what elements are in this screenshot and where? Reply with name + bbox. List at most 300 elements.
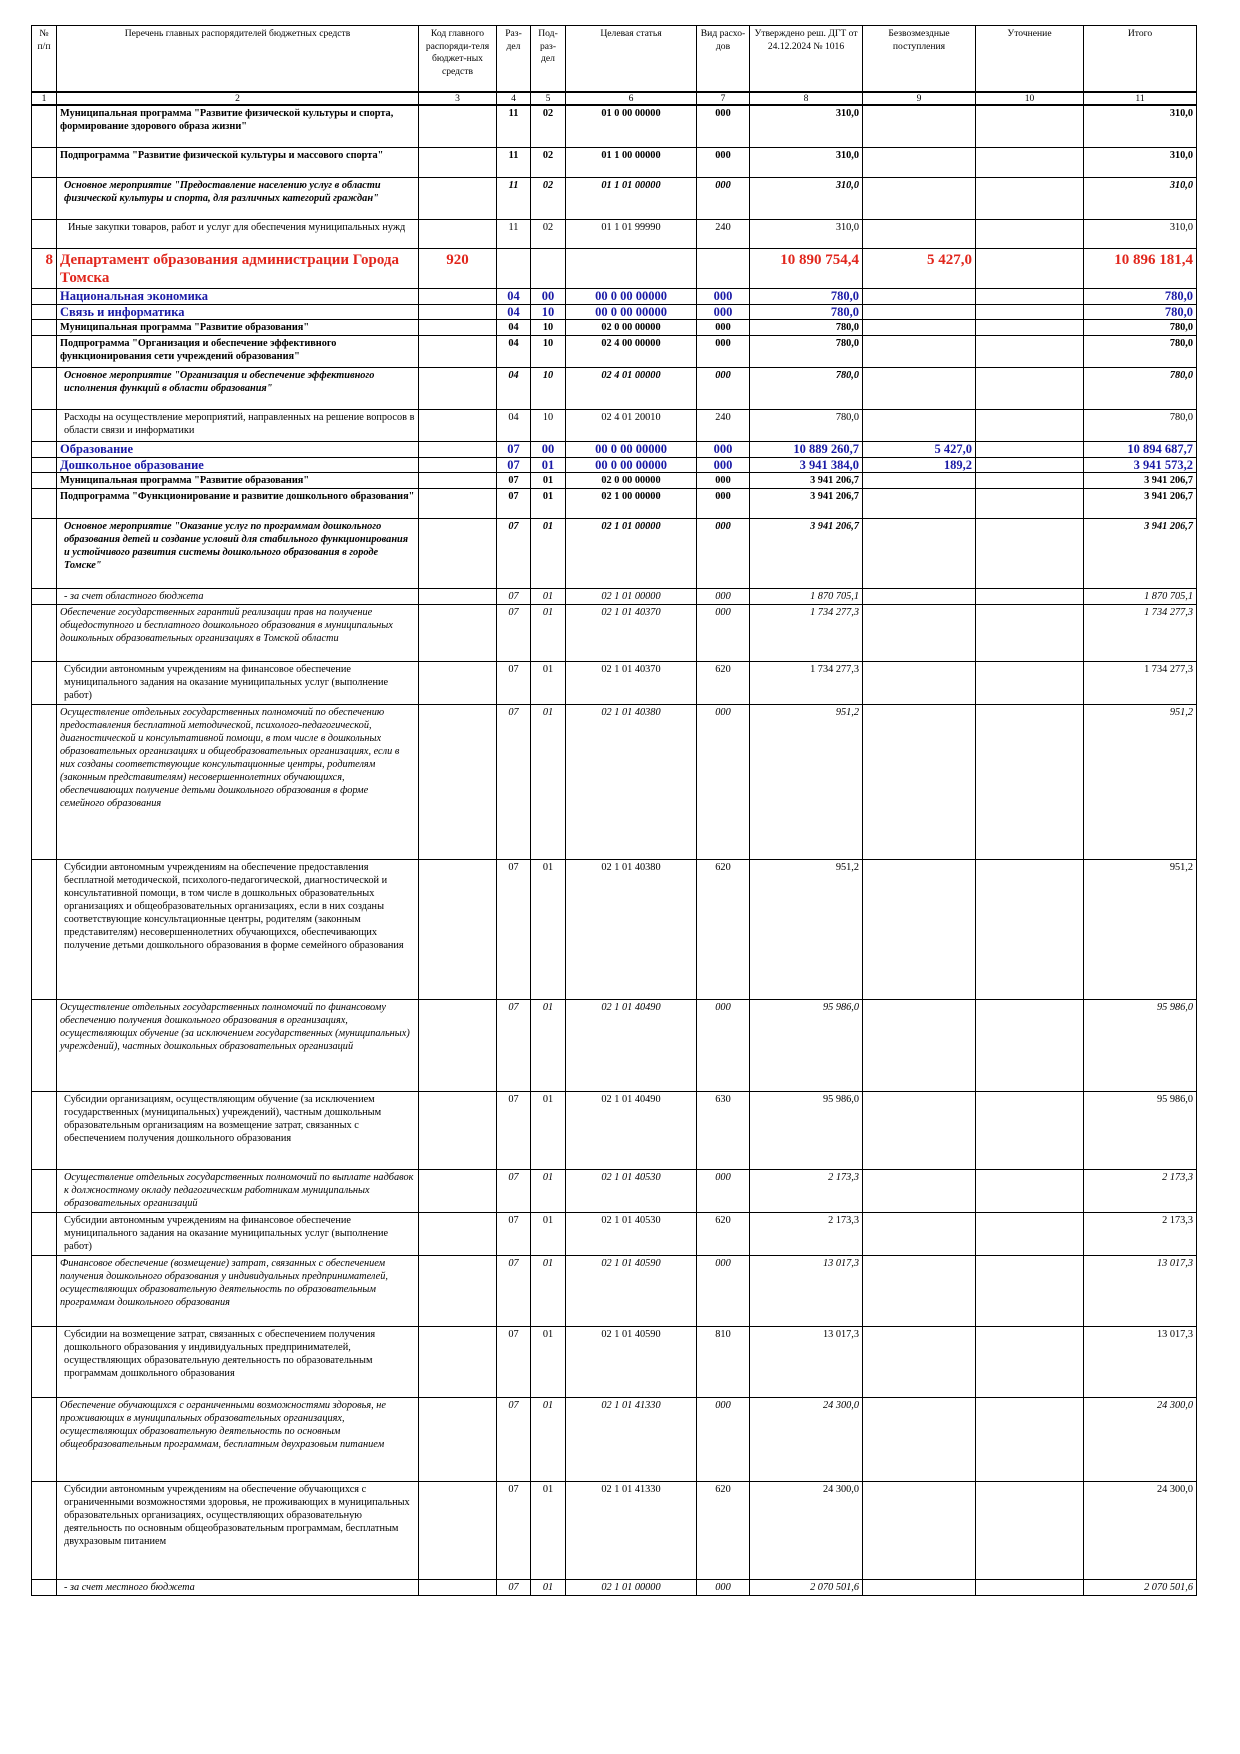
item-name-text: Субсидии автономным учреждениям на финансовое обеспечение муниципального задания на оказание муниципальных услуг (выполнение работ) [64,1214,389,1252]
item-name-text: Осуществление отдельных государственных полномочий по финансовому обеспечению получения дошкольного образования в организациях, осуществляющих обучение (за исключением государственных (муниципальных) учреждений), частных дошкольных образовательных организаций [60,1001,410,1052]
cell-adjustment [976,661,1084,704]
table-row [32,1255,1197,1326]
cell-subsection: 01 [531,488,566,518]
cell-total: 13 017,3 [1084,1326,1197,1397]
cell-row-number [32,367,57,409]
column-number-row [32,92,1197,105]
cell-target-article: 02 4 01 00000 [566,367,697,409]
cell-expense-type: 620 [697,1212,750,1255]
item-name-text: Подпрограмма "Функционирование и развитие дошкольного образования" [60,490,415,502]
cell-total: 3 941 573,2 [1084,457,1197,472]
cell-row-number [32,105,57,147]
cell-chief-code [419,588,497,604]
column-number: 2 [57,92,419,105]
cell-section: 04 [497,288,531,304]
header-cell: Утверждено реш. ДГТ от 24.12.2024 № 1016 [750,26,863,93]
cell-chief-code [419,1397,497,1481]
cell-row-number [32,704,57,859]
cell-item-name [57,1091,419,1169]
item-name-text: Осуществление отдельных государственных полномочий по обеспечению предоставления бесплатной методической, психолого-педагогической, диагностической и консультативной помощи, в том числе в дошкольных образовательных организациях и общеобразовательных организациях, если в них созданы соответствующие консультационные центры, родителям (законным представителям) несовершеннолетних обучающихся, обеспечивающих получение детьми дошкольного образования в форме семейного образования [60,706,400,809]
cell-adjustment [976,1579,1084,1595]
cell-item-name [57,661,419,704]
cell-expense-type: 000 [697,367,750,409]
cell-approved-amount: 3 941 206,7 [750,488,863,518]
cell-section: 11 [497,219,531,248]
cell-item-name [57,219,419,248]
cell-item-name [57,1397,419,1481]
cell-total: 310,0 [1084,177,1197,219]
cell-row-number [32,1212,57,1255]
item-name-text: Муниципальная программа "Развитие физической культуры и спорта, формирование здорового образа жизни" [60,108,394,132]
cell-adjustment [976,604,1084,661]
item-name-text: Связь и информатика [60,304,185,319]
cell-subsection: 02 [531,147,566,177]
cell-section: 07 [497,859,531,999]
cell-target-article: 02 1 01 40530 [566,1169,697,1212]
item-name-text: - за счет областного бюджета [64,590,204,602]
cell-chief-code [419,177,497,219]
cell-chief-code [419,409,497,441]
cell-target-article: 02 1 01 00000 [566,1579,697,1595]
cell-chief-code [419,488,497,518]
cell-expense-type: 000 [697,518,750,588]
table-row [32,367,1197,409]
cell-chief-code [419,105,497,147]
table-row [32,177,1197,219]
cell-section: 11 [497,147,531,177]
cell-chief-code [419,1091,497,1169]
cell-gratuitous-receipts [863,518,976,588]
cell-total: 3 941 206,7 [1084,472,1197,488]
cell-item-name [57,248,419,288]
cell-row-number [32,1255,57,1326]
table-row [32,335,1197,367]
cell-approved-amount: 24 300,0 [750,1481,863,1579]
cell-target-article: 02 1 01 00000 [566,518,697,588]
cell-subsection: 10 [531,335,566,367]
cell-gratuitous-receipts [863,1169,976,1212]
cell-section: 07 [497,518,531,588]
cell-subsection: 01 [531,1212,566,1255]
cell-item-name [57,105,419,147]
cell-subsection: 10 [531,409,566,441]
item-name-text: Департамент образования администрации Города Томска [60,251,399,286]
table-row [32,1579,1197,1595]
item-name-text: Субсидии автономным учреждениям на финансовое обеспечение муниципального задания на оказание муниципальных услуг (выполнение работ) [64,663,389,701]
column-number: 3 [419,92,497,105]
cell-chief-code [419,288,497,304]
cell-subsection: 01 [531,999,566,1091]
cell-item-name [57,367,419,409]
table-row [32,219,1197,248]
cell-expense-type: 620 [697,661,750,704]
cell-approved-amount: 1 734 277,3 [750,661,863,704]
cell-adjustment [976,1255,1084,1326]
cell-chief-code [419,859,497,999]
cell-row-number [32,304,57,319]
cell-approved-amount: 780,0 [750,409,863,441]
item-name-text: Национальная экономика [60,288,209,303]
cell-target-article: 01 1 01 00000 [566,177,697,219]
cell-expense-type: 000 [697,288,750,304]
cell-chief-code [419,472,497,488]
cell-target-article: 02 1 01 41330 [566,1481,697,1579]
cell-approved-amount: 95 986,0 [750,1091,863,1169]
cell-total: 780,0 [1084,335,1197,367]
cell-chief-code [419,319,497,335]
cell-item-name [57,335,419,367]
table-row [32,1326,1197,1397]
cell-total: 1 870 705,1 [1084,588,1197,604]
item-name-text: Дошкольное образование [60,457,204,472]
cell-adjustment [976,457,1084,472]
cell-expense-type: 000 [697,1579,750,1595]
cell-row-number [32,319,57,335]
cell-section: 04 [497,304,531,319]
cell-total: 310,0 [1084,219,1197,248]
cell-row-number [32,604,57,661]
cell-subsection: 01 [531,1579,566,1595]
cell-target-article: 02 1 01 40490 [566,999,697,1091]
cell-section: 04 [497,319,531,335]
column-number: 7 [697,92,750,105]
cell-approved-amount: 780,0 [750,367,863,409]
cell-section: 07 [497,1481,531,1579]
cell-adjustment [976,1169,1084,1212]
cell-target-article: 01 1 00 00000 [566,147,697,177]
cell-gratuitous-receipts: 189,2 [863,457,976,472]
cell-subsection: 01 [531,1255,566,1326]
cell-total: 10 894 687,7 [1084,441,1197,457]
cell-row-number [32,588,57,604]
cell-subsection: 01 [531,1397,566,1481]
cell-gratuitous-receipts [863,219,976,248]
cell-row-number [32,1091,57,1169]
cell-total: 1 734 277,3 [1084,604,1197,661]
item-name-text: Финансовое обеспечение (возмещение) затрат, связанных с обеспечением получения дошкольного образования у индивидуальных предпринимателей, осуществляющих образовательную деятельность по образовательным программам дошкольного образования [60,1257,388,1308]
cell-section: 11 [497,177,531,219]
table-row [32,105,1197,147]
cell-gratuitous-receipts [863,1397,976,1481]
cell-row-number [32,472,57,488]
cell-gratuitous-receipts [863,409,976,441]
table-row [32,147,1197,177]
cell-expense-type: 000 [697,1169,750,1212]
cell-item-name [57,409,419,441]
column-number: 5 [531,92,566,105]
cell-target-article: 01 0 00 00000 [566,105,697,147]
header-cell: Раз-дел [497,26,531,93]
cell-approved-amount: 310,0 [750,177,863,219]
cell-expense-type: 620 [697,1481,750,1579]
cell-expense-type: 000 [697,177,750,219]
cell-gratuitous-receipts [863,367,976,409]
cell-target-article: 02 1 01 40590 [566,1326,697,1397]
cell-target-article: 00 0 00 00000 [566,288,697,304]
cell-subsection: 01 [531,588,566,604]
cell-expense-type: 000 [697,488,750,518]
cell-total: 3 941 206,7 [1084,488,1197,518]
cell-total: 951,2 [1084,859,1197,999]
cell-approved-amount: 2 173,3 [750,1212,863,1255]
cell-approved-amount: 3 941 384,0 [750,457,863,472]
cell-adjustment [976,1481,1084,1579]
cell-adjustment [976,304,1084,319]
table-row [32,1397,1197,1481]
cell-approved-amount: 95 986,0 [750,999,863,1091]
cell-adjustment [976,219,1084,248]
cell-expense-type [697,248,750,288]
cell-approved-amount: 310,0 [750,105,863,147]
cell-adjustment [976,1091,1084,1169]
cell-total: 951,2 [1084,704,1197,859]
cell-expense-type: 000 [697,704,750,859]
cell-section: 07 [497,999,531,1091]
cell-item-name [57,488,419,518]
cell-row-number [32,1579,57,1595]
cell-section [497,248,531,288]
cell-total: 2 070 501,6 [1084,1579,1197,1595]
table-row [32,704,1197,859]
cell-adjustment [976,441,1084,457]
cell-adjustment [976,105,1084,147]
cell-item-name [57,1326,419,1397]
cell-gratuitous-receipts: 5 427,0 [863,248,976,288]
item-name-text: Обеспечение государственных гарантий реализации прав на получение общедоступного и бесплатного дошкольного образования в муниципальных дошкольных образовательных организациях в Томской области [60,606,393,644]
cell-section: 04 [497,409,531,441]
item-name-text: Основное мероприятие "Оказание услуг по программам дошкольного образования детей и создание условий для стабильного функционирования и устойчивого развития системы дошкольного образования в городе Томске" [64,520,409,571]
cell-gratuitous-receipts [863,319,976,335]
cell-chief-code [419,1579,497,1595]
cell-total: 3 941 206,7 [1084,518,1197,588]
cell-chief-code [419,999,497,1091]
cell-expense-type: 630 [697,1091,750,1169]
cell-row-number [32,488,57,518]
cell-chief-code [419,1481,497,1579]
cell-target-article: 02 1 01 00000 [566,588,697,604]
column-number: 10 [976,92,1084,105]
cell-item-name [57,518,419,588]
cell-approved-amount: 10 889 260,7 [750,441,863,457]
header-cell: Итого [1084,26,1197,93]
cell-target-article: 02 1 01 41330 [566,1397,697,1481]
cell-target-article: 02 1 01 40380 [566,859,697,999]
cell-approved-amount: 3 941 206,7 [750,472,863,488]
cell-item-name [57,1255,419,1326]
item-name-text: Муниципальная программа "Развитие образования" [60,474,310,486]
cell-approved-amount: 951,2 [750,859,863,999]
header-cell: Целевая статья [566,26,697,93]
cell-subsection: 10 [531,367,566,409]
cell-item-name [57,604,419,661]
cell-adjustment [976,177,1084,219]
cell-gratuitous-receipts [863,1091,976,1169]
cell-approved-amount: 13 017,3 [750,1255,863,1326]
cell-subsection: 02 [531,177,566,219]
cell-target-article: 02 0 00 00000 [566,319,697,335]
cell-target-article: 01 1 01 99990 [566,219,697,248]
cell-item-name [57,441,419,457]
cell-row-number [32,661,57,704]
cell-chief-code [419,1255,497,1326]
cell-chief-code [419,1212,497,1255]
cell-chief-code [419,219,497,248]
cell-approved-amount: 780,0 [750,335,863,367]
cell-target-article: 00 0 00 00000 [566,304,697,319]
table-row [32,1481,1197,1579]
header-cell: Перечень главных распорядителей бюджетных средств [57,26,419,93]
cell-total: 780,0 [1084,288,1197,304]
table-row [32,999,1197,1091]
cell-total: 780,0 [1084,409,1197,441]
column-number: 9 [863,92,976,105]
cell-subsection: 01 [531,1091,566,1169]
cell-gratuitous-receipts [863,335,976,367]
cell-adjustment [976,248,1084,288]
cell-chief-code [419,147,497,177]
cell-subsection: 01 [531,859,566,999]
column-number: 4 [497,92,531,105]
cell-chief-code [419,604,497,661]
cell-section: 04 [497,367,531,409]
cell-item-name [57,1481,419,1579]
cell-gratuitous-receipts [863,604,976,661]
cell-section: 07 [497,1255,531,1326]
cell-target-article: 02 1 01 40380 [566,704,697,859]
cell-section: 07 [497,1091,531,1169]
cell-total: 310,0 [1084,147,1197,177]
cell-subsection: 01 [531,1481,566,1579]
cell-approved-amount: 10 890 754,4 [750,248,863,288]
table-row [32,1169,1197,1212]
cell-row-number [32,1481,57,1579]
cell-total: 780,0 [1084,319,1197,335]
cell-subsection: 01 [531,1326,566,1397]
cell-target-article: 02 1 01 40590 [566,1255,697,1326]
cell-chief-code [419,304,497,319]
cell-row-number [32,1169,57,1212]
cell-row-number [32,859,57,999]
cell-adjustment [976,488,1084,518]
cell-approved-amount: 2 070 501,6 [750,1579,863,1595]
cell-section: 07 [497,704,531,859]
cell-chief-code [419,441,497,457]
cell-section: 07 [497,1326,531,1397]
cell-row-number [32,457,57,472]
cell-adjustment [976,1212,1084,1255]
header-cell: Код главного распоряди-теля бюджет-ных средств [419,26,497,93]
cell-chief-code [419,1169,497,1212]
cell-subsection: 02 [531,105,566,147]
cell-item-name [57,704,419,859]
cell-expense-type: 000 [697,1255,750,1326]
cell-row-number: 8 [32,248,57,288]
header-cell: Уточнение [976,26,1084,93]
cell-section: 07 [497,1397,531,1481]
cell-total: 2 173,3 [1084,1212,1197,1255]
cell-total: 13 017,3 [1084,1255,1197,1326]
cell-chief-code [419,335,497,367]
cell-gratuitous-receipts [863,1255,976,1326]
cell-adjustment [976,288,1084,304]
table-row [32,488,1197,518]
cell-expense-type: 240 [697,409,750,441]
item-name-text: Субсидии на возмещение затрат, связанных с обеспечением получения дошкольного образования у индивидуальных предпринимателей, осуществляющих образовательную деятельность по образовательным программам дошкольного образования [64,1328,376,1379]
table-row [32,859,1197,999]
cell-chief-code: 920 [419,248,497,288]
cell-adjustment [976,367,1084,409]
budget-sheet [31,25,1197,1596]
cell-target-article: 02 4 01 20010 [566,409,697,441]
cell-expense-type: 000 [697,1397,750,1481]
cell-row-number [32,999,57,1091]
cell-total: 780,0 [1084,367,1197,409]
cell-subsection: 01 [531,1169,566,1212]
cell-target-article: 02 1 01 40370 [566,604,697,661]
cell-gratuitous-receipts [863,105,976,147]
cell-expense-type: 000 [697,304,750,319]
cell-row-number [32,441,57,457]
cell-row-number [32,177,57,219]
cell-row-number [32,147,57,177]
table-row [32,661,1197,704]
cell-section: 07 [497,588,531,604]
cell-target-article: 02 4 00 00000 [566,335,697,367]
cell-expense-type: 000 [697,457,750,472]
cell-subsection: 02 [531,219,566,248]
cell-subsection: 01 [531,604,566,661]
cell-total: 95 986,0 [1084,999,1197,1091]
table-row [32,472,1197,488]
table-row [32,588,1197,604]
cell-approved-amount: 310,0 [750,219,863,248]
cell-subsection: 01 [531,518,566,588]
cell-section: 07 [497,604,531,661]
cell-total: 310,0 [1084,105,1197,147]
cell-adjustment [976,588,1084,604]
cell-item-name [57,457,419,472]
item-name-text: Осуществление отдельных государственных полномочий по выплате надбавок к должностному окладу педагогическим работникам муниципальных образовательных организаций [64,1171,414,1209]
cell-row-number [32,1326,57,1397]
table-row [32,1091,1197,1169]
column-number: 11 [1084,92,1197,105]
cell-expense-type: 000 [697,999,750,1091]
cell-item-name [57,999,419,1091]
cell-expense-type: 000 [697,604,750,661]
cell-approved-amount: 780,0 [750,304,863,319]
cell-section: 07 [497,1169,531,1212]
cell-expense-type: 000 [697,105,750,147]
cell-expense-type: 000 [697,441,750,457]
column-number: 1 [32,92,57,105]
cell-target-article: 00 0 00 00000 [566,457,697,472]
cell-gratuitous-receipts [863,1579,976,1595]
cell-row-number [32,518,57,588]
cell-subsection: 10 [531,304,566,319]
item-name-text: Обеспечение обучающихся с ограниченными возможностями здоровья, не проживающих в муниципальных образовательных организациях, осуществляющих образовательную деятельность по основным общеобразовательным программам, бесплатным двухразовым питанием [60,1399,386,1450]
cell-row-number [32,219,57,248]
item-name-text: Подпрограмма "Развитие физической культуры и массового спорта" [60,149,384,161]
header-row [32,26,1197,93]
header-cell: № п/п [32,26,57,93]
cell-total: 780,0 [1084,304,1197,319]
cell-approved-amount: 1 734 277,3 [750,604,863,661]
cell-adjustment [976,704,1084,859]
cell-chief-code [419,704,497,859]
cell-item-name [57,319,419,335]
cell-section: 07 [497,488,531,518]
cell-chief-code [419,367,497,409]
